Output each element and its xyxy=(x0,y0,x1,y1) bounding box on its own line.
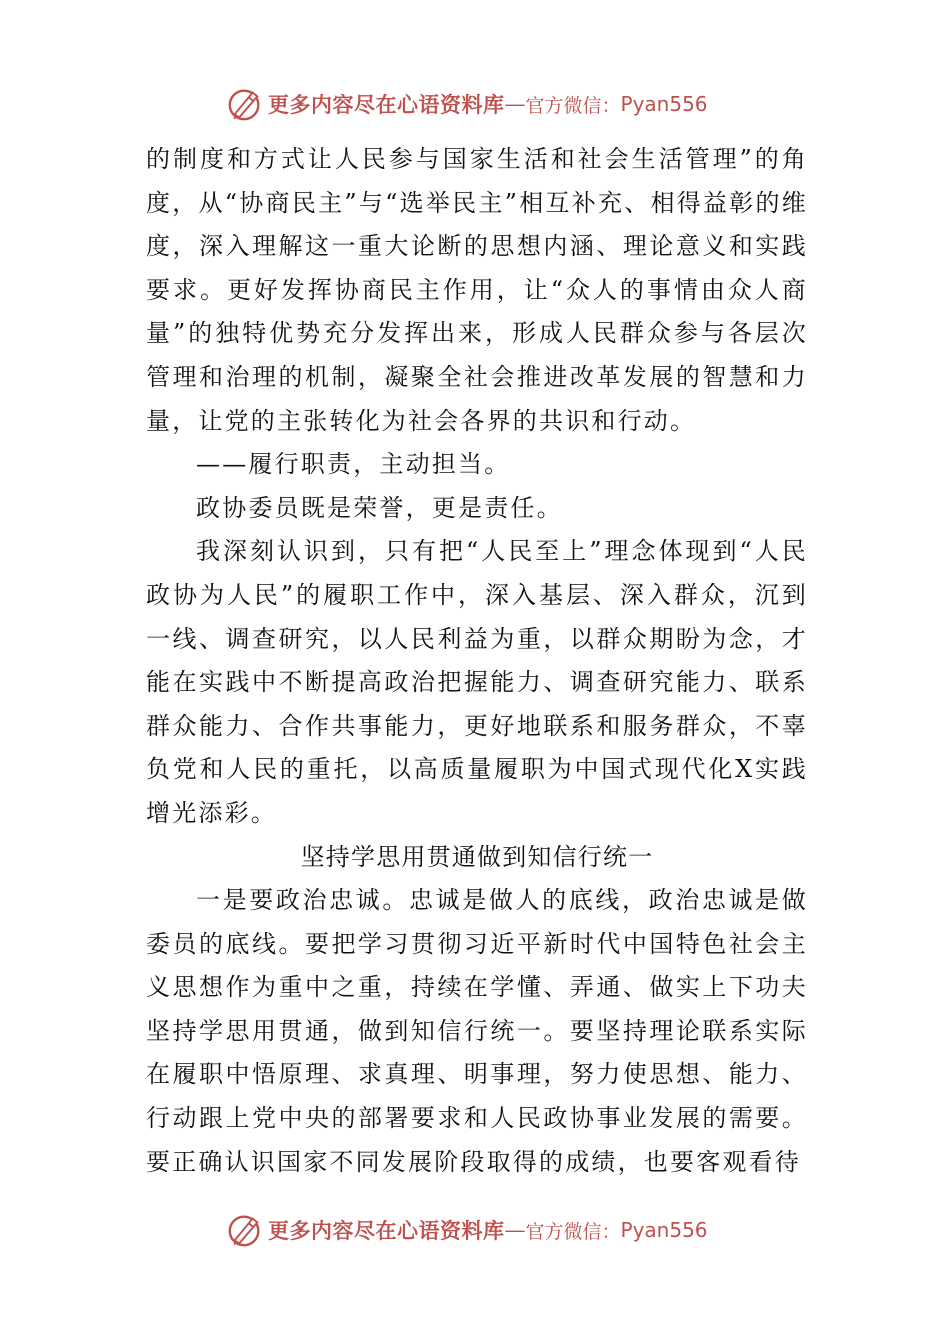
footer-brand-text: 更多内容尽在心语资料库 xyxy=(268,1218,505,1243)
header-banner xyxy=(226,84,708,124)
pen-logo-icon xyxy=(226,1211,264,1249)
footer-banner xyxy=(226,1210,708,1250)
header-wechat-id: Pyan556 xyxy=(620,92,708,116)
header-separator: — xyxy=(504,92,526,116)
footer-wechat-id: Pyan556 xyxy=(620,1218,708,1242)
pen-logo-icon xyxy=(226,85,264,123)
footer-separator: — xyxy=(504,1218,526,1242)
paragraph-people-first: 我深刻认识到，只有把“人民至上”理念体现到“人民政协为人民”的履职工作中，深入基层、深入群众，沉到一线、调查研究，以人民利益为重，以群众期盼为念，才能在实践中不断提高政治把握能力、调查研究能力、联系群众能力、合作共事能力，更好地联系和服务群众，不辜负党和人民的重托，以高质量履职为中国式现代化X实践增光添彩。 xyxy=(146,537,808,827)
footer-wechat-label: 官方微信： xyxy=(525,1220,621,1243)
paragraph-political-loyalty: 一是要政治忠诚。忠诚是做人的底线，政治忠诚是做委员的底线。要把学习贯彻习近平新时代中国特色社会主义思想作为重中之重，持续在学懂、弄通、做实上下功夫坚持学思用贯通，做到知信行统一。要坚持理论联系实际在履职中悟原理、求真理、明事理，努力使思想、能力、行动跟上党中央的部署要求和人民政协事业发展的需要。要正确认识国家不同发展阶段取得的成绩，也要客观看待 xyxy=(146,886,808,1176)
header-brand-text: 更多内容尽在心语资料库 xyxy=(268,92,505,117)
document-body xyxy=(146,138,808,1184)
section-heading: 坚持学思用贯通做到知信行统一 xyxy=(300,842,654,871)
paragraph-continued: 的制度和方式让人民参与国家生活和社会生活管理”的角度，从“协商民主”与“选举民主”相互补充、相得益彰的维度，深入理解这一重大论断的思想内涵、理论意义和实践要求。更好发挥协商民主作用，让“众人的事情由众人商量”的独特优势充分发挥出来，形成人民群众参与各层次管理和治理的机制，凝聚全社会推进改革发展的智慧和力量，让党的主张转化为社会各界的共识和行动。 xyxy=(146,145,808,435)
paragraph-duty-title: ——履行职责，主动担当。 xyxy=(196,450,511,479)
paragraph-honor: 政协委员既是荣誉，更是责任。 xyxy=(196,493,563,522)
header-wechat-label: 官方微信： xyxy=(525,94,621,117)
